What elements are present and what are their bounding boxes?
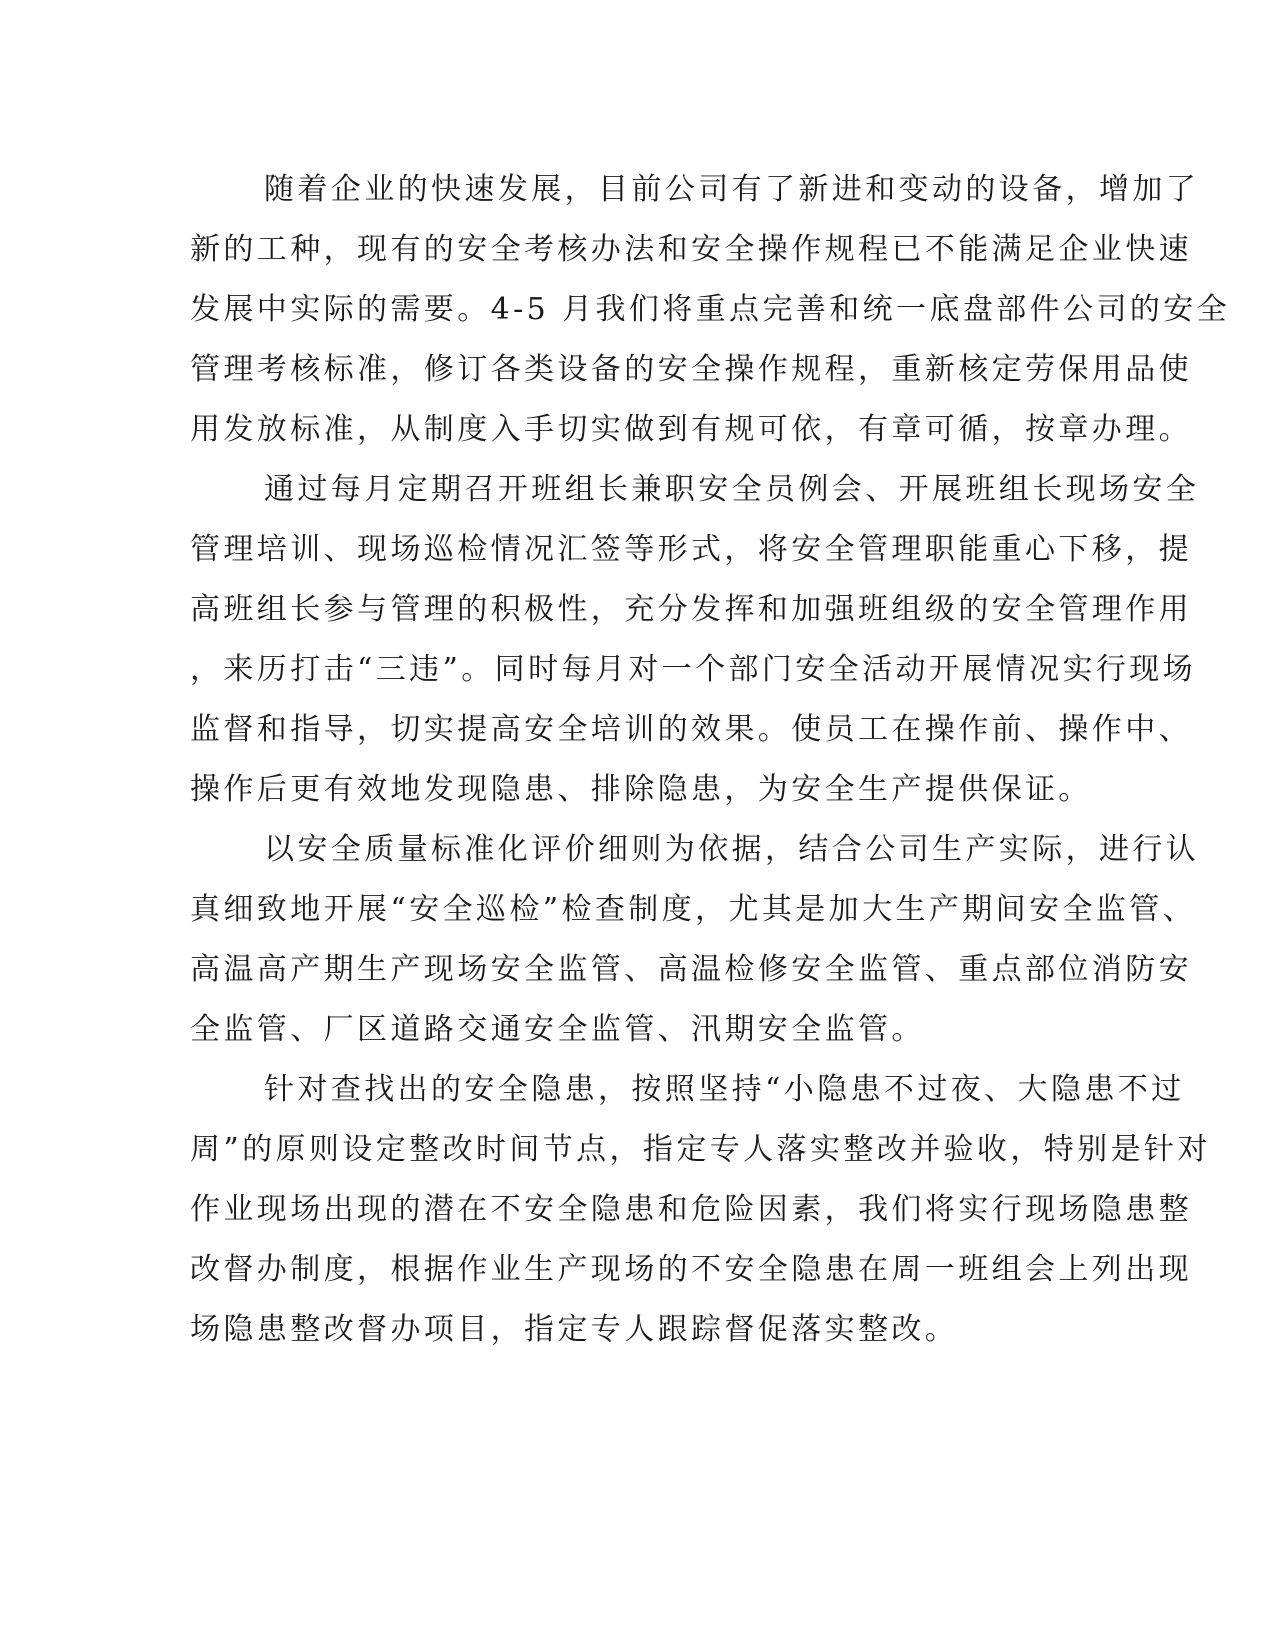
paragraph-line: 改督办制度，根据作业生产现场的不安全隐患在周一班组会上列出现: [190, 1252, 1192, 1287]
paragraph-line: 高温高产期生产现场安全监管、高温检修安全监管、重点部位消防安: [190, 952, 1192, 987]
paragraph-line: 随着企业的快速发展，目前公司有了新进和变动的设备，增加了: [264, 172, 1200, 207]
paragraph-line: 发展中实际的需要。4-5 月我们将重点完善和统一底盘部件公司的安全: [190, 292, 1231, 327]
paragraph-line: 真细致地开展“安全巡检”检查制度，尤其是加大生产期间安全监管、: [190, 892, 1197, 927]
paragraph-line: 新的工种，现有的安全考核办法和安全操作规程已不能满足企业快速: [190, 232, 1192, 267]
paragraph-line: 操作后更有效地发现隐患、排除隐患，为安全生产提供保证。: [190, 772, 1092, 807]
paragraph-line: ，来历打击“三违”。同时每月对一个部门安全活动开展情况实行现场: [190, 652, 1197, 687]
paragraph-line: 场隐患整改督办项目，指定专人跟踪督促落实整改。: [190, 1312, 959, 1347]
paragraph-2: [190, 460, 1200, 820]
paragraph-4: [190, 1060, 1211, 1360]
paragraph-line: 针对查找出的安全隐患，按照坚持“小隐患不过夜、大隐患不过: [264, 1072, 1185, 1107]
paragraph-1: [190, 160, 1231, 460]
paragraph-line: 通过每月定期召开班组长兼职安全员例会、开展班组长现场安全: [264, 472, 1200, 507]
paragraph-3: [190, 820, 1200, 1060]
paragraph-line: 高班组长参与管理的积极性，充分发挥和加强班组级的安全管理作用: [190, 592, 1192, 627]
document-body: [190, 160, 1231, 1360]
paragraph-line: 监督和指导，切实提高安全培训的效果。使员工在操作前、操作中、: [190, 712, 1192, 747]
paragraph-line: 以安全质量标准化评价细则为依据，结合公司生产实际，进行认: [264, 832, 1200, 867]
paragraph-line: 管理考核标准，修订各类设备的安全操作规程，重新核定劳保用品使: [190, 352, 1192, 387]
paragraph-line: 用发放标准，从制度入手切实做到有规可依，有章可循，按章办理。: [190, 412, 1192, 447]
paragraph-line: 周”的原则设定整改时间节点，指定专人落实整改并验收，特别是针对: [190, 1132, 1211, 1167]
paragraph-line: 作业现场出现的潜在不安全隐患和危险因素，我们将实行现场隐患整: [190, 1192, 1192, 1227]
paragraph-line: 全监管、厂区道路交通安全监管、汛期安全监管。: [190, 1012, 925, 1047]
paragraph-line: 管理培训、现场巡检情况汇签等形式，将安全管理职能重心下移，提: [190, 532, 1192, 567]
